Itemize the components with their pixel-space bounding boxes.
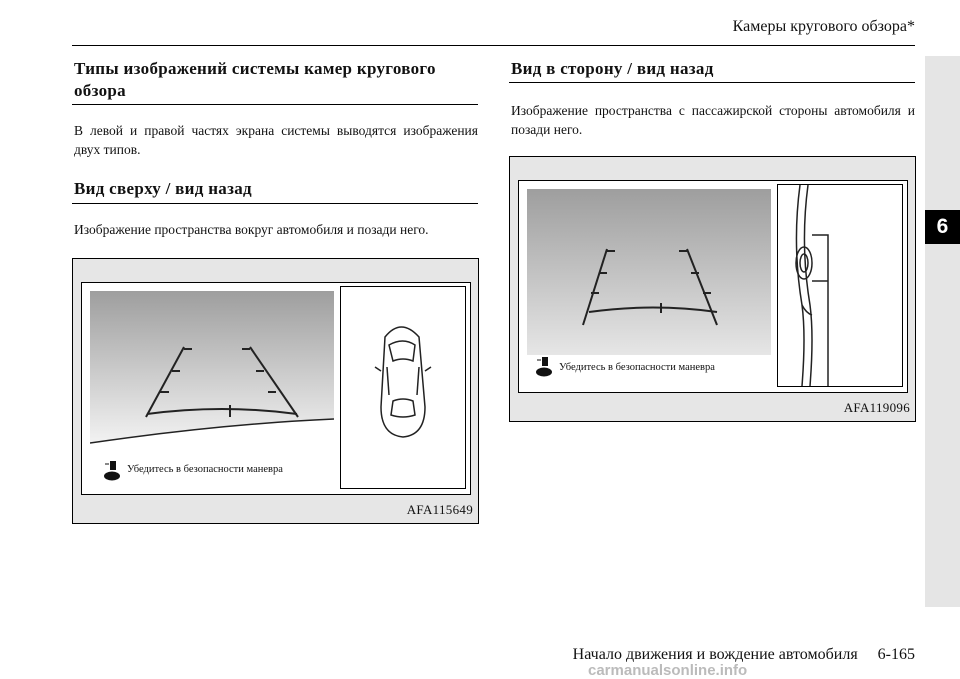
display-screen: [81, 282, 471, 495]
top-view-panel: [340, 286, 466, 489]
subsection-rule-side-view: [509, 82, 915, 83]
section-heading: Типы изображений системы камер кругового обзора: [74, 59, 436, 100]
footer-section-name: Начало движения и вождение автомобиля: [572, 646, 858, 663]
display-screen-side: [518, 180, 908, 393]
rear-camera-image-side: [527, 189, 771, 383]
page-header-title: Камеры кругового обзора*: [732, 18, 915, 35]
rear-camera-view-side: [527, 189, 771, 383]
subsection-rule-top-view: [72, 203, 478, 204]
rear-camera-image: [90, 291, 334, 485]
top-view-paragraph: Изображение пространства вокруг автомобиля и позади него.: [74, 222, 429, 237]
section-heading-rule: [72, 104, 478, 105]
figure-code-side: AFA119096: [843, 400, 910, 415]
figure-top-rear-view: [72, 258, 479, 524]
figure-side-rear-view: [509, 156, 916, 422]
safety-message: Убедитесь в безопасности маневра: [127, 464, 283, 475]
header-rule: [72, 45, 915, 46]
page-number: 6-165: [877, 646, 915, 663]
car-top-view-icon: [341, 287, 465, 488]
figure-code: AFA115649: [406, 502, 473, 517]
side-tab: [925, 56, 960, 607]
intro-paragraph: В левой и правой частях экрана системы выводятся изображения двух типов.: [74, 123, 478, 157]
side-view-panel: [777, 184, 903, 387]
side-view-paragraph: Изображение пространства с пассажирской стороны автомобиля и позади него.: [511, 103, 915, 137]
watermark-text: carmanualsonline.info: [588, 662, 748, 679]
chapter-number-tab: 6: [925, 210, 960, 244]
rear-camera-view: [90, 291, 334, 485]
subsection-heading-top-view: Вид сверху / вид назад: [74, 179, 252, 198]
safety-message-side: Убедитесь в безопасности маневра: [559, 362, 715, 373]
subsection-heading-side-view: Вид в сторону / вид назад: [511, 59, 714, 78]
side-camera-image: [778, 185, 902, 386]
